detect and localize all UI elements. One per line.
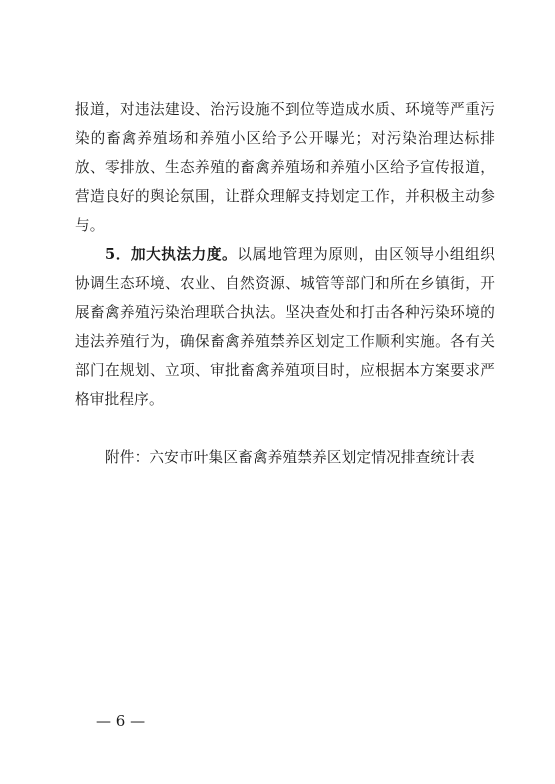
- section-text: 以属地管理为原则，由区领导小组组织: [237, 246, 495, 263]
- page-number: — 6 —: [96, 712, 146, 730]
- section-number: 5．: [105, 246, 131, 263]
- paragraph-line: 协调生态环境、农业、自然资源、城管等部门和所在乡镇街，开: [75, 275, 495, 292]
- attachment-note: 附件：六安市叶集区畜禽养殖禁养区划定情况排查统计表: [105, 449, 475, 466]
- paragraph-line: 营造良好的舆论氛围，让群众理解支持划定工作，并积极主动参: [75, 188, 495, 205]
- section-title: 加大执法力度。: [130, 246, 238, 263]
- paragraph-line: 与。: [75, 217, 105, 234]
- paragraph-line: 违法养殖行为，确保畜禽养殖禁养区划定工作顺利实施。各有关: [75, 333, 495, 350]
- paragraph-line: 部门在规划、立项、审批畜禽养殖项目时，应根据本方案要求严: [75, 362, 495, 379]
- paragraph-line: 报道，对违法建设、治污设施不到位等造成水质、环境等严重污: [75, 101, 495, 118]
- paragraph-line: 放、零排放、生态养殖的畜禽养殖场和养殖小区给予宣传报道，: [75, 159, 495, 176]
- paragraph-line: 染的畜禽养殖场和养殖小区给予公开曝光；对污染治理达标排: [75, 130, 495, 147]
- paragraph-line: 展畜禽养殖污染治理联合执法。坚决查处和打击各种污染环境的: [75, 304, 495, 321]
- paragraph-line: 格审批程序。: [75, 391, 164, 408]
- section-heading-line: [105, 246, 495, 264]
